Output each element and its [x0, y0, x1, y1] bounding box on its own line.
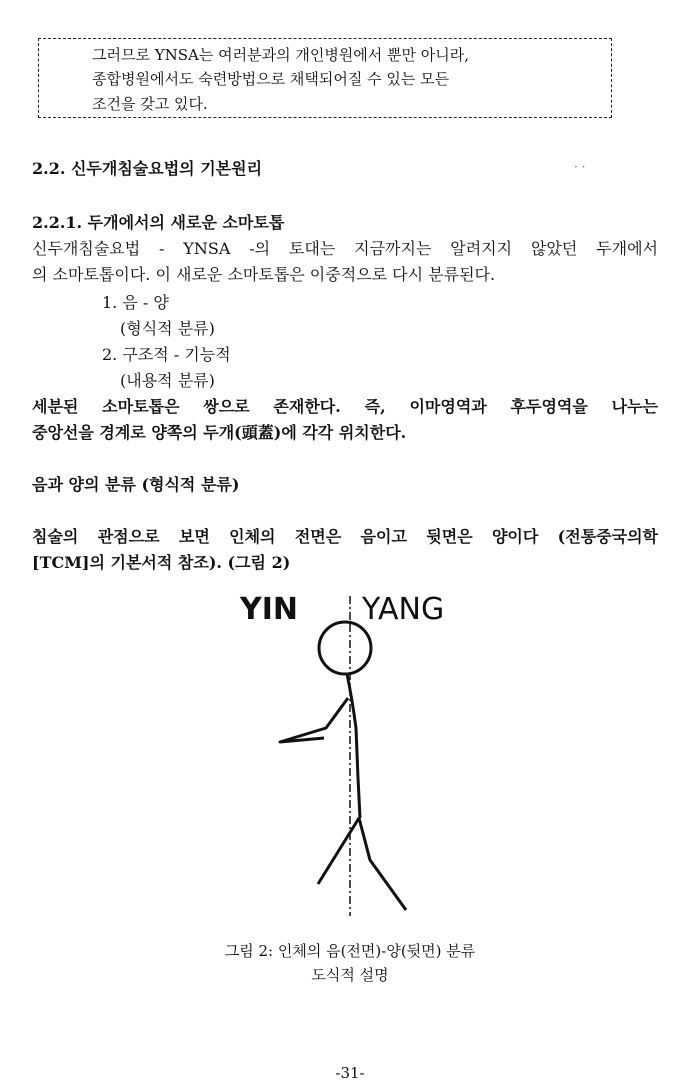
back-leg-shape: [359, 818, 406, 910]
page-number: -31-: [335, 1064, 365, 1082]
figure-caption-line-2: 도식적 설명: [311, 966, 389, 984]
intro-line-2: 종합병원에서도 숙련방법으로 채택되어질 수 있는 모든: [92, 70, 450, 88]
torso-shape: [347, 674, 360, 818]
para3-line-2: [TCM]의 기본서적 참조). (그림 2): [32, 553, 291, 572]
para1-line-1: 신두개침술요법 - YNSA -의 토대는 지금까지는 알려지지 않았던 두개에서: [32, 239, 658, 258]
section-heading: 2.2. 신두개침술요법의 기본원리: [32, 159, 263, 178]
front-leg-shape: [318, 818, 359, 884]
para1-line-2: 의 소마토톱이다. 이 새로운 소마토톱은 이중적으로 다시 분류된다.: [32, 265, 496, 284]
para3-line-1: 침술의 관점으로 보면 인체의 전면은 음이고 뒷면은 양이다 (전통중국의학: [32, 527, 658, 546]
list-item-2: 2. 구조적 - 기능적: [102, 345, 231, 364]
yinyang-heading: 음과 양의 분류 (형식적 분류): [32, 475, 240, 494]
para2-line-2: 중앙선을 경계로 양쪽의 두개(頭蓋)에 각각 위치한다.: [32, 423, 407, 442]
figure-caption-line-1: 그림 2: 인체의 음(전면)-양(뒷면) 분류: [224, 942, 476, 960]
scan-speck: · ·: [574, 160, 586, 174]
para2-line-1: 세분된 소마토톱은 쌍으로 존재한다. 즉, 이마영역과 후두영역을 나누는: [32, 397, 658, 416]
intro-line-1: 그러므로 YNSA는 여러분과의 개인병원에서 뿐만 아니라,: [92, 46, 470, 64]
yang-label: YANG: [362, 592, 445, 627]
intro-line-3: 조건을 갖고 있다.: [92, 95, 208, 113]
subsection-heading: 2.2.1. 두개에서의 새로운 소마토톱: [32, 213, 285, 232]
list-note-1: (형식적 분류): [120, 319, 215, 338]
yin-yang-figure: [230, 588, 480, 920]
arm-shape: [280, 698, 348, 742]
head-shape: [319, 622, 371, 674]
list-note-2: (내용적 분류): [120, 371, 215, 390]
stick-figure-drawing: [230, 588, 480, 920]
yin-label: YIN: [240, 592, 298, 627]
list-item-1: 1. 음 - 양: [102, 293, 169, 312]
